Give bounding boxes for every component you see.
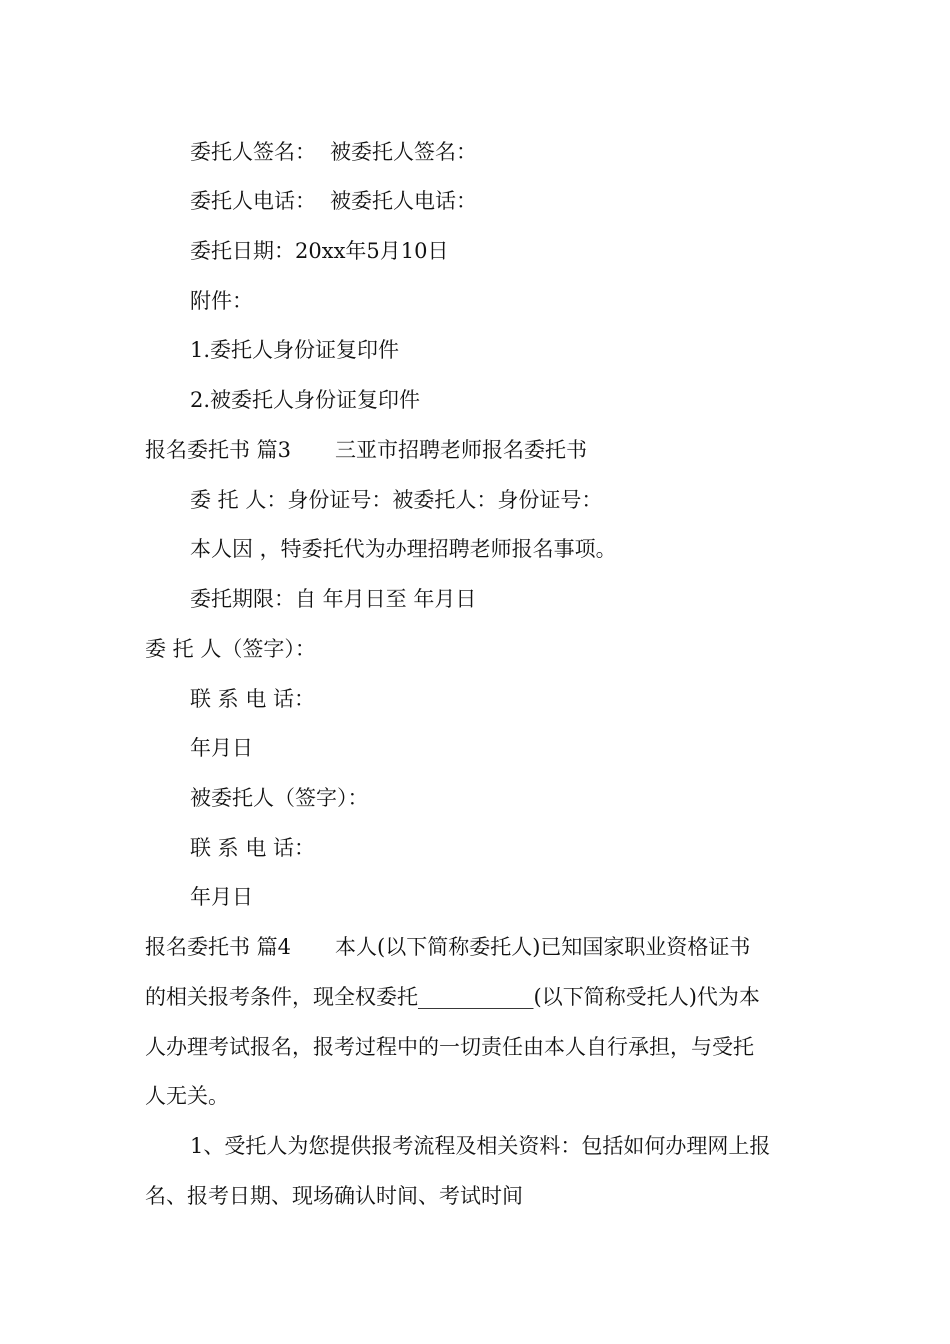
agent-sign-label: 被委托人（签字）： <box>190 786 369 810</box>
principal-label: 委 托 人： <box>190 488 288 512</box>
attachment-item-2: 2.被委托人身份证复印件 <box>190 388 421 412</box>
agent-id-label: 身份证号： <box>497 488 603 512</box>
id-info-line <box>190 485 815 515</box>
principal-id-label: 身份证号： <box>287 488 393 512</box>
paragraph-line: 人办理考试报名，报考过程中的一切责任由本人自行承担，与受托 <box>145 1035 754 1059</box>
paragraph-line: 人无关。 <box>145 1084 229 1108</box>
agent-contact-phone: 联 系 电 话： <box>190 836 316 860</box>
entrust-date: 委托日期：20xx年5月10日 <box>190 239 449 263</box>
section-3-heading-line <box>145 435 815 465</box>
principal-phone-label: 委托人电话： <box>190 189 316 213</box>
agent-phone-label: 被委托人电话： <box>330 189 477 213</box>
entrust-period: 委托期限：自 年月日至 年月日 <box>190 587 477 611</box>
section-4-text: 本人(以下简称委托人)已知国家职业资格证书 <box>335 935 751 959</box>
attachment-item-1: 1.委托人身份证复印件 <box>190 338 400 362</box>
paragraph-line: 1、受托人为您提供报考流程及相关资料：包括如何办理网上报 <box>190 1134 771 1158</box>
principal-date: 年月日 <box>190 736 253 760</box>
section-4-heading: 报名委托书 篇4 <box>145 935 292 959</box>
principal-sign-label: 委 托 人（签字）： <box>145 637 316 661</box>
signature-line <box>190 137 815 167</box>
attachments-label: 附件： <box>190 289 253 313</box>
agent-date: 年月日 <box>190 885 253 909</box>
section-3-heading: 报名委托书 篇3 <box>145 438 292 462</box>
agent-label: 被委托人： <box>392 488 498 512</box>
principal-contact-phone: 联 系 电 话： <box>190 687 316 711</box>
entrust-reason: 本人因 ，特委托代为办理招聘老师报名事项。 <box>190 537 617 561</box>
section-4-heading-line <box>145 932 815 962</box>
agent-signature-label: 被委托人签名： <box>330 140 477 164</box>
paragraph-line: 的相关报考条件，现全权委托___________(以下简称受托人)代为本 <box>145 985 760 1009</box>
section-3-title: 三亚市招聘老师报名委托书 <box>335 438 588 462</box>
paragraph-line: 名、报考日期、现场确认时间、考试时间 <box>145 1184 523 1208</box>
phone-line <box>190 186 815 216</box>
principal-signature-label: 委托人签名： <box>190 140 316 164</box>
